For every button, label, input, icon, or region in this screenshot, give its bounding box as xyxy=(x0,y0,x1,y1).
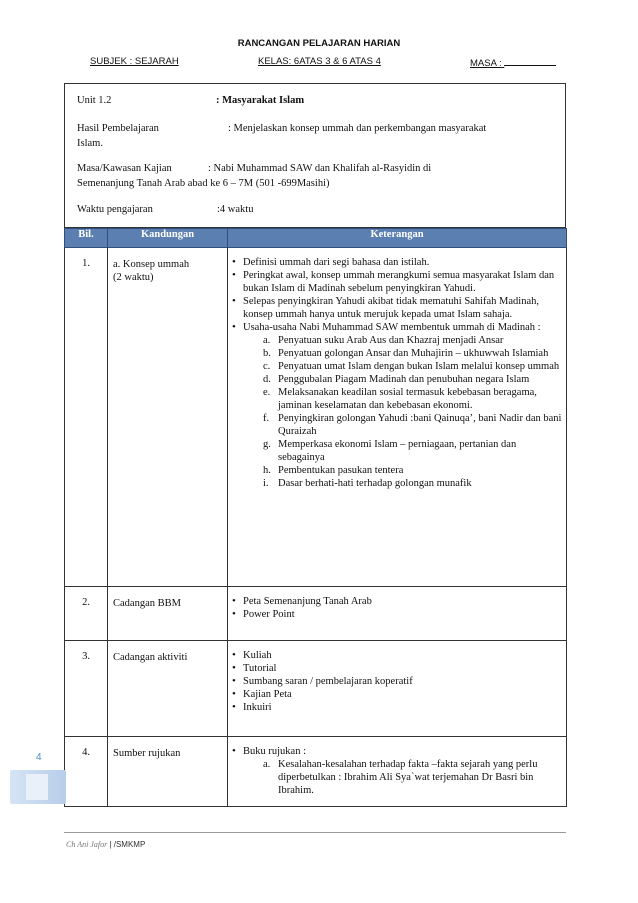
description-list xyxy=(232,745,562,797)
content-title: Cadangan aktiviti xyxy=(113,652,188,663)
sub-list-item: d. Penggubalan Piagam Madinah dan penubuhan negara Islam xyxy=(263,374,530,385)
learning-outcome-continued: Islam. xyxy=(77,138,103,149)
unit-row xyxy=(77,95,305,106)
list-item xyxy=(232,745,562,797)
study-period-label: Masa/Kawasan Kajian xyxy=(77,163,172,174)
content-title: Cadangan BBM xyxy=(113,598,181,609)
teaching-time-label: Waktu pengajaran xyxy=(77,204,153,215)
author-signature: Ch Ani Jafor xyxy=(66,840,108,849)
description-cell xyxy=(228,641,567,737)
list-item xyxy=(232,321,562,490)
content-title: Sumber rujukan xyxy=(113,748,181,759)
footer-org: /SMKMP xyxy=(113,840,146,849)
page-tab-decoration xyxy=(10,770,66,804)
learning-outcome-row xyxy=(77,123,487,134)
time-blank xyxy=(504,56,556,66)
row-number: 1. xyxy=(65,248,108,587)
table-header-row xyxy=(65,229,567,248)
sub-list-item: g. Memperkasa ekonomi Islam – perniagaan, pertanian dan sebagainya xyxy=(263,439,517,463)
table-row xyxy=(65,737,567,807)
learning-outcome-label: Hasil Pembelajaran xyxy=(77,123,159,134)
list-item: • Kajian Peta xyxy=(232,688,562,701)
sub-list-item: c. Penyatuan umat Islam dengan bukan Islam melalui konsep ummah xyxy=(263,361,560,372)
unit-value: : Masyarakat Islam xyxy=(216,95,305,106)
content-title: a. Konsep ummah xyxy=(113,259,190,270)
content-cell xyxy=(108,641,228,737)
list-item: • Inkuiri xyxy=(232,701,562,714)
list-item: • Sumbang saran / pembelajaran koperatif xyxy=(232,675,562,688)
teaching-time-row xyxy=(77,204,254,215)
lesson-content-table xyxy=(64,228,567,807)
document-title: RANCANGAN PELAJARAN HARIAN xyxy=(237,38,401,49)
unit-label: Unit 1.2 xyxy=(77,95,112,106)
subject-label: SUBJEK : SEJARAH xyxy=(90,56,179,67)
row-number: 2. xyxy=(65,587,108,641)
content-cell xyxy=(108,587,228,641)
description-cell xyxy=(228,587,567,641)
footer xyxy=(66,840,145,849)
lesson-info-box xyxy=(64,83,566,228)
teaching-time-value: :4 waktu xyxy=(217,204,254,215)
column-header-keterangan: Keterangan xyxy=(228,229,567,248)
table-row xyxy=(65,641,567,737)
sub-list-item: h. Pembentukan pasukan tentera xyxy=(263,465,404,476)
class-label: KELAS: 6ATAS 3 & 6 ATAS 4 xyxy=(258,56,381,67)
description-list xyxy=(232,649,562,714)
time-label: MASA : xyxy=(470,56,556,69)
sub-list-item: a. Penyatuan suku Arab Aus dan Khazraj menjadi Ansar xyxy=(263,335,504,346)
description-list xyxy=(232,595,562,621)
description-cell xyxy=(228,737,567,807)
study-period-row xyxy=(77,163,432,174)
study-period-continued: Semenanjung Tanah Arab abad ke 6 – 7M (501 -699Masihi) xyxy=(77,178,330,189)
list-item: • Definisi ummah dari segi bahasa dan istilah. xyxy=(232,256,562,269)
description-cell xyxy=(228,248,567,587)
column-header-kandungan: Kandungan xyxy=(108,229,228,248)
content-cell xyxy=(108,737,228,807)
content-duration: (2 waktu) xyxy=(113,272,154,283)
list-item-text: Usaha-usaha Nabi Muhammad SAW membentuk ummah di Madinah : xyxy=(243,322,541,333)
sub-list-item: f. Penyingkiran golongan Yahudi :bani Qainuqa’, bani Nadir dan bani Quraizah xyxy=(263,413,562,437)
description-list xyxy=(232,256,562,490)
column-header-bil: Bil. xyxy=(65,229,108,248)
table-row xyxy=(65,248,567,587)
page-number: 4 xyxy=(36,752,42,763)
content-cell xyxy=(108,248,228,587)
study-period-value: : Nabi Muhammad SAW dan Khalifah al-Rasyidin di xyxy=(208,163,432,174)
list-item: • Kuliah xyxy=(232,649,562,662)
sub-list xyxy=(243,758,562,797)
sub-list xyxy=(243,334,562,490)
footer-divider xyxy=(64,832,566,833)
list-item: • Peta Semenanjung Tanah Arab xyxy=(232,595,562,608)
list-item-text: Buku rujukan : xyxy=(243,746,306,757)
table-row xyxy=(65,587,567,641)
sub-list-item: i. Dasar berhati-hati terhadap golongan munafik xyxy=(263,478,472,489)
sub-list-item: e. Melaksanakan keadilan sosial termasuk kebebasan beragama, jaminan keselamatan dan kebebasan ekonomi. xyxy=(263,387,537,411)
list-item: • Power Point xyxy=(232,608,562,621)
learning-outcome-value: : Menjelaskan konsep ummah dan perkembangan masyarakat xyxy=(228,123,487,134)
row-number: 4. xyxy=(65,737,108,807)
list-item: • Tutorial xyxy=(232,662,562,675)
sub-list-item: a. Kesalahan-kesalahan terhadap fakta –fakta sejarah yang perlu diperbetulkan : Ibrahim Ali Sya`wat terjemahan Dr Basri bin Ibrahim. xyxy=(263,759,538,796)
sub-list-item: b. Penyatuan golongan Ansar dan Muhajirin – ukhuwwah Islamiah xyxy=(263,348,549,359)
list-item: • Peringkat awal, konsep ummah merangkumi semua masyarakat Islam dan bukan Islam di Madinah sebelum penyingkiran Yahudi. xyxy=(232,269,562,295)
row-number: 3. xyxy=(65,641,108,737)
list-item: • Selepas penyingkiran Yahudi akibat tidak mematuhi Sahifah Madinah, konsep ummah hanya untuk merujuk kepada umat Islam sahaja. xyxy=(232,295,562,321)
footer-separator: | xyxy=(109,840,112,849)
